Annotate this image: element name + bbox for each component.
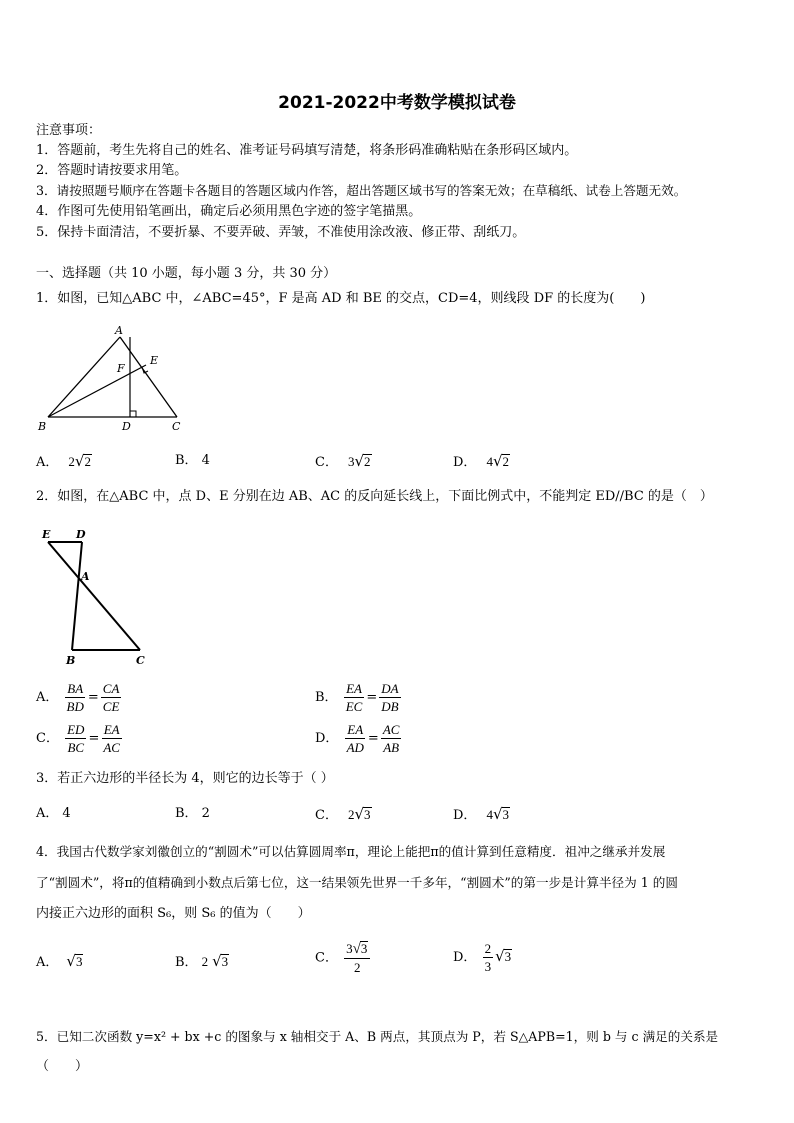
q1-label-d: D (122, 420, 131, 433)
q2-label-c: C (136, 654, 145, 667)
q1-label-b: B (38, 420, 47, 433)
q2-figure (36, 524, 156, 670)
q4-line-1: 4．我国古代数学家刘徽创立的“割圆术”可以估算圆周率π，理论上能把π的值计算到任意精度．祖冲之继承并发展 (36, 844, 666, 859)
q4-line-3: 内接正六边形的面积 S₆，则 S₆ 的值为（ ） (36, 906, 311, 921)
q4-option-d: D． $\frac{2}{3}$ √3 (453, 941, 512, 974)
q1-option-d: D． 4√2 (453, 452, 509, 470)
q5-line-2: （ ） (36, 1059, 89, 1074)
q3-option-c: C． 2√3 (315, 805, 371, 823)
q2-label-e: E (42, 528, 51, 541)
section-heading: 一、选择题（共 10 小题，每小题 3 分，共 30 分） (36, 266, 337, 281)
q4-option-c: C． $\frac{3√3}{2}$ (315, 940, 372, 976)
q2-option-d: D． $\frac{EA}{AD}$ = $\frac{AC}{AB}$ (315, 722, 400, 755)
q2-option-a: A． $\frac{BA}{BD}$ = $\frac{CA}{CE}$ (36, 681, 120, 714)
notice-item-1: 1．答题前，考生先将自己的姓名、准考证号码填写清楚，将条形码准确粘贴在条形码区域内。 (36, 143, 578, 158)
q1-label-c: C (172, 420, 181, 433)
q2-label-b: B (66, 654, 76, 667)
q1-figure (34, 322, 184, 434)
q5-line-1: 5．已知二次函数 y=x² + bx +c 的图象与 x 轴相交于 A、B 两点，其顶点为 P，若 S△APB=1，则 b 与 c 满足的关系是 (36, 1029, 719, 1044)
page-title: 2021-2022中考数学模拟试卷 (278, 93, 516, 113)
q3-stem: 3．若正六边形的半径长为 4，则它的边长等于（ ） (36, 771, 334, 786)
q3-option-a: A． 4 (36, 806, 71, 821)
notice-item-3: 3．请按照题号顺序在答题卡各题目的答题区域内作答，超出答题区域书写的答案无效；在草稿纸、试卷上答题无效。 (36, 183, 687, 198)
q1-stem: 1．如图，已知△ABC 中，∠ABC=45°，F 是高 AD 和 BE 的交点，CD=4，则线段 DF 的长度为( ) (36, 291, 646, 306)
q1-label-e: E (150, 354, 159, 367)
q2-option-c: C． $\frac{ED}{BC}$ = $\frac{EA}{AC}$ (36, 722, 120, 755)
q4-option-a: A． √3 (36, 952, 83, 970)
notice-heading: 注意事项： (36, 123, 102, 138)
q2-label-a: A (81, 570, 90, 583)
q2-label-d: D (76, 528, 86, 541)
q3-option-b: B． 2 (175, 806, 210, 821)
q1-option-c: C． 3√2 (315, 452, 371, 470)
q4-option-b: B． 2 √3 (175, 952, 229, 970)
q1-label-f: F (117, 362, 125, 375)
q1-option-b: B． 4 (175, 453, 210, 468)
q3-option-d: D． 4√3 (453, 805, 509, 823)
q2-stem: 2．如图，在△ABC 中，点 D、E 分别在边 AB、AC 的反向延长线上，下面比例式中，不能判定 ED//BC 的是（ ） (36, 489, 713, 504)
notice-item-4: 4．作图可先使用铅笔画出，确定后必须用黑色字迹的签字笔描黑。 (36, 204, 422, 219)
notice-item-2: 2．答题时请按要求用笔。 (36, 163, 188, 178)
q1-option-a: A． 2√2 (36, 452, 91, 470)
notice-item-5: 5．保持卡面清洁，不要折暴、不要弄破、弄皱，不准使用涂改液、修正带、刮纸刀。 (36, 225, 526, 240)
q4-line-2: 了“割圆术”，将π的值精确到小数点后第七位，这一结果领先世界一千多年，“割圆术”的第一步是计算半径为 1 的圆 (36, 875, 678, 890)
q2-option-b: B． $\frac{EA}{EC}$ = $\frac{DA}{DB}$ (315, 681, 399, 714)
q1-label-a: A (115, 324, 123, 337)
